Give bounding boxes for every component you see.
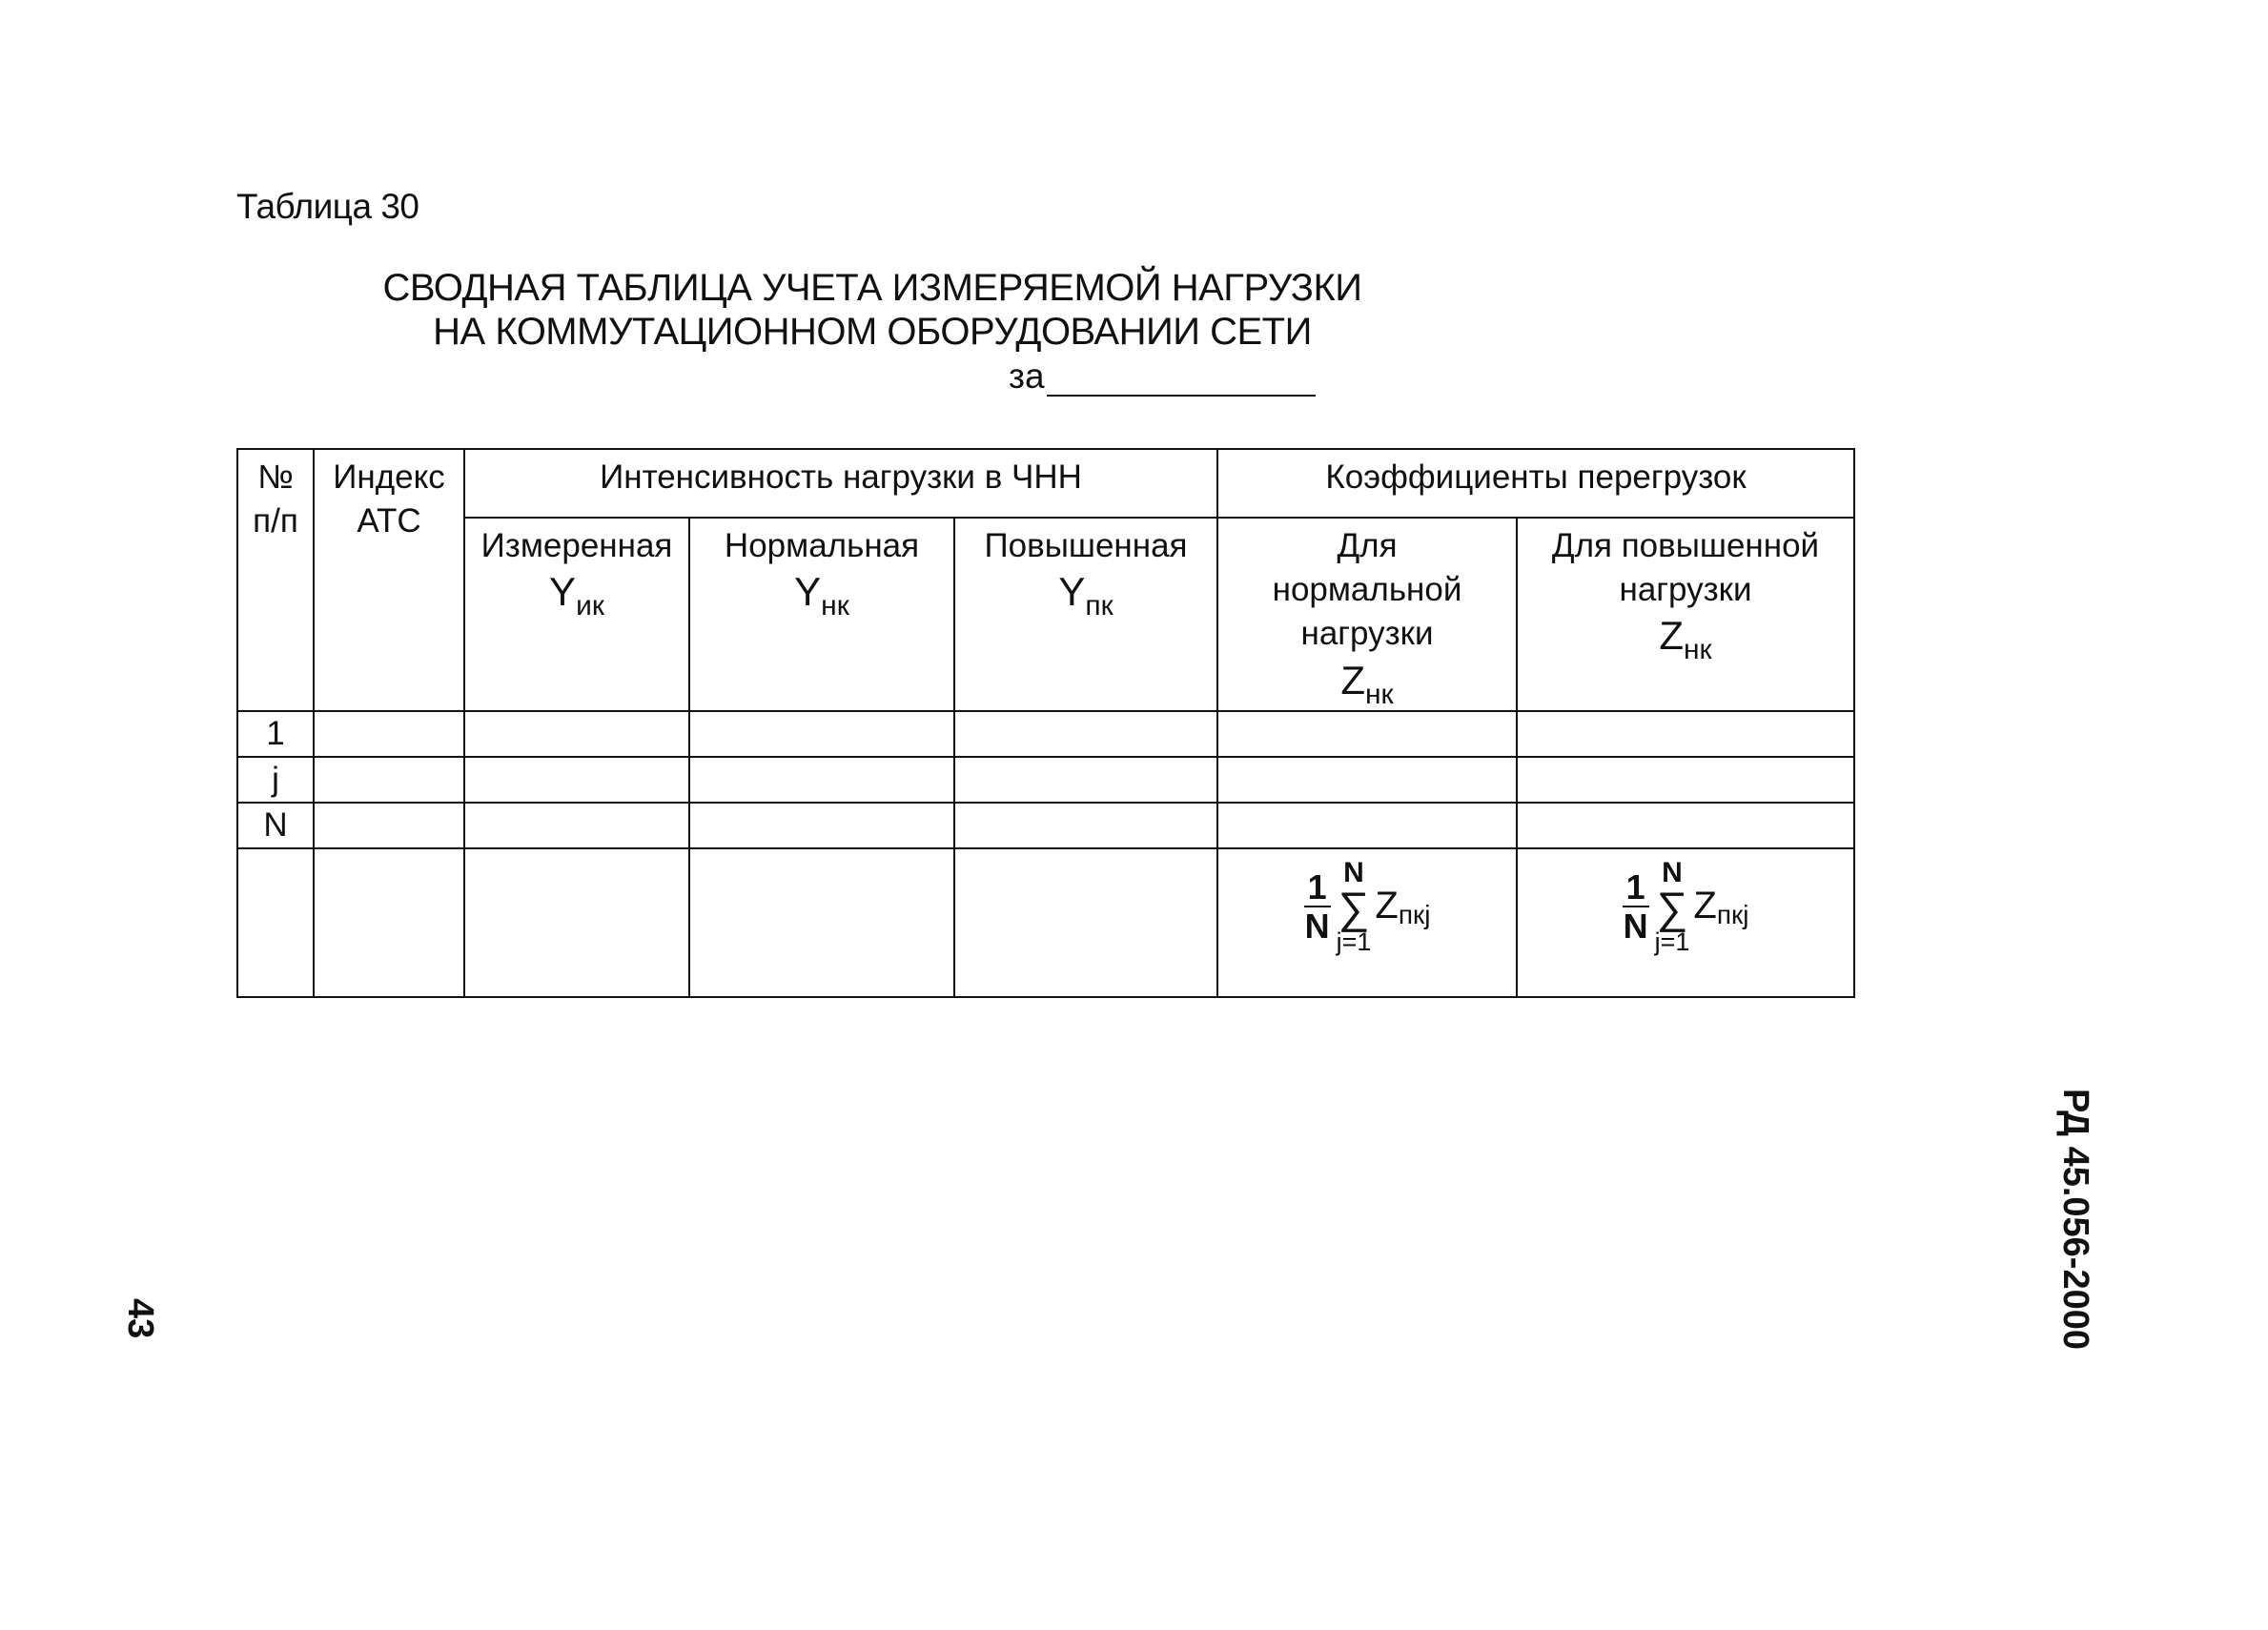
- header-increased: [954, 518, 1217, 711]
- table-row: [237, 803, 1854, 848]
- table-cell: [954, 711, 1217, 757]
- table-cell: [237, 848, 314, 997]
- header-coef-normal: [1217, 518, 1517, 711]
- header-coef-normal-symbol-letter: Z: [1340, 657, 1365, 703]
- header-coef-normal-symbol: [1340, 659, 1393, 710]
- formula-variable-letter: Z: [1375, 884, 1399, 927]
- average-formula-increased-cell: [1517, 848, 1854, 997]
- formula-variable: [1693, 881, 1748, 933]
- header-coef-increased: [1517, 518, 1854, 711]
- formula-sum-upper: N: [1662, 857, 1683, 889]
- title-line-1: СВОДНАЯ ТАБЛИЦА УЧЕТА ИЗМЕРЯЕМОЙ НАГРУЗКИ: [382, 267, 1362, 309]
- document-code: РД 45.056-2000: [2055, 1089, 2095, 1350]
- formula-numerator: 1: [1623, 868, 1649, 908]
- formula-variable: [1375, 881, 1430, 933]
- formula-denominator: N: [1623, 907, 1648, 947]
- header-normal-symbol-sub: нк: [821, 590, 849, 622]
- table-row: [237, 757, 1854, 803]
- table-cell: [314, 848, 464, 997]
- formula-sum: [1337, 859, 1372, 955]
- average-formula-normal: [1304, 859, 1431, 955]
- period-label: за: [1009, 357, 1045, 396]
- title-line-2: НА КОММУТАЦИОННОМ ОБОРУДОВАНИИ СЕТИ: [433, 311, 1312, 353]
- table-cell: [314, 803, 464, 848]
- table-cell: [314, 711, 464, 757]
- header-normal: [689, 518, 954, 711]
- header-intensity-group: Интенсивность нагрузки в ЧНН: [464, 449, 1217, 518]
- table-cell: [954, 848, 1217, 997]
- formula-variable-letter: Z: [1693, 884, 1717, 927]
- header-num: № п/п: [237, 449, 314, 711]
- table-cell: [1517, 711, 1854, 757]
- header-normal-symbol-letter: Y: [794, 569, 822, 615]
- table-cell: [464, 803, 689, 848]
- average-formula-normal-cell: [1217, 848, 1517, 997]
- table-cell: [1217, 757, 1517, 803]
- header-increased-symbol: [1058, 570, 1113, 621]
- period-blank-line: [1047, 395, 1316, 397]
- header-coef-increased-label: Для повышенной нагрузки: [1551, 527, 1820, 609]
- table-cell: [464, 757, 689, 803]
- row-number: j: [237, 757, 314, 803]
- header-measured: [464, 518, 689, 711]
- table-cell: [689, 848, 954, 997]
- table-cell: [954, 803, 1217, 848]
- table-cell: [464, 711, 689, 757]
- table-row: [237, 711, 1854, 757]
- header-increased-symbol-sub: пк: [1085, 590, 1114, 622]
- formula-variable-sub: пкj: [1398, 899, 1431, 929]
- table-label: Таблица 30: [236, 187, 419, 226]
- table-cell: [464, 848, 689, 997]
- table-cell: [1217, 711, 1517, 757]
- header-index: Индекс АТС: [314, 449, 464, 711]
- header-increased-symbol-letter: Y: [1058, 569, 1086, 615]
- average-formula-increased: [1623, 859, 1749, 955]
- header-measured-symbol: [549, 570, 604, 621]
- header-measured-symbol-letter: Y: [549, 569, 577, 615]
- row-number: N: [237, 803, 314, 848]
- table-cell: [689, 711, 954, 757]
- header-coef-increased-symbol-sub: нк: [1683, 634, 1712, 666]
- formula-sum-lower: j=1: [1336, 927, 1372, 956]
- table-cell: [689, 757, 954, 803]
- header-overload-group: Коэффициенты перегрузок: [1217, 449, 1854, 518]
- row-number: 1: [237, 711, 314, 757]
- header-increased-label: Повышенная: [984, 527, 1188, 564]
- header-measured-label: Измеренная: [480, 527, 673, 564]
- header-measured-symbol-sub: ик: [576, 590, 604, 622]
- header-coef-increased-symbol: [1659, 614, 1711, 665]
- table-cell: [1517, 803, 1854, 848]
- table-cell: [314, 757, 464, 803]
- formula-sum-upper: N: [1343, 857, 1364, 889]
- sigma-icon: ∑: [1656, 883, 1688, 933]
- table-row-average: [237, 848, 1854, 997]
- formula-sum-lower: j=1: [1654, 927, 1690, 956]
- load-summary-table: [236, 448, 1855, 998]
- header-coef-normal-symbol-sub: нк: [1364, 678, 1394, 710]
- formula-fraction: [1623, 868, 1649, 946]
- header-coef-increased-symbol-letter: Z: [1659, 613, 1684, 659]
- formula-sum: [1655, 859, 1690, 955]
- table-cell: [954, 757, 1217, 803]
- header-coef-normal-label: Для нормальной нагрузки: [1272, 527, 1462, 653]
- table-cell: [689, 803, 954, 848]
- table-cell: [1217, 803, 1517, 848]
- header-normal-symbol: [794, 570, 849, 621]
- table-cell: [1517, 757, 1854, 803]
- formula-fraction: [1304, 868, 1331, 946]
- formula-variable-sub: пкj: [1716, 899, 1749, 929]
- formula-numerator: 1: [1304, 868, 1331, 908]
- page-number: 43: [120, 1298, 160, 1339]
- formula-denominator: N: [1304, 907, 1330, 947]
- sigma-icon: ∑: [1338, 883, 1370, 933]
- header-normal-label: Нормальная: [724, 527, 920, 564]
